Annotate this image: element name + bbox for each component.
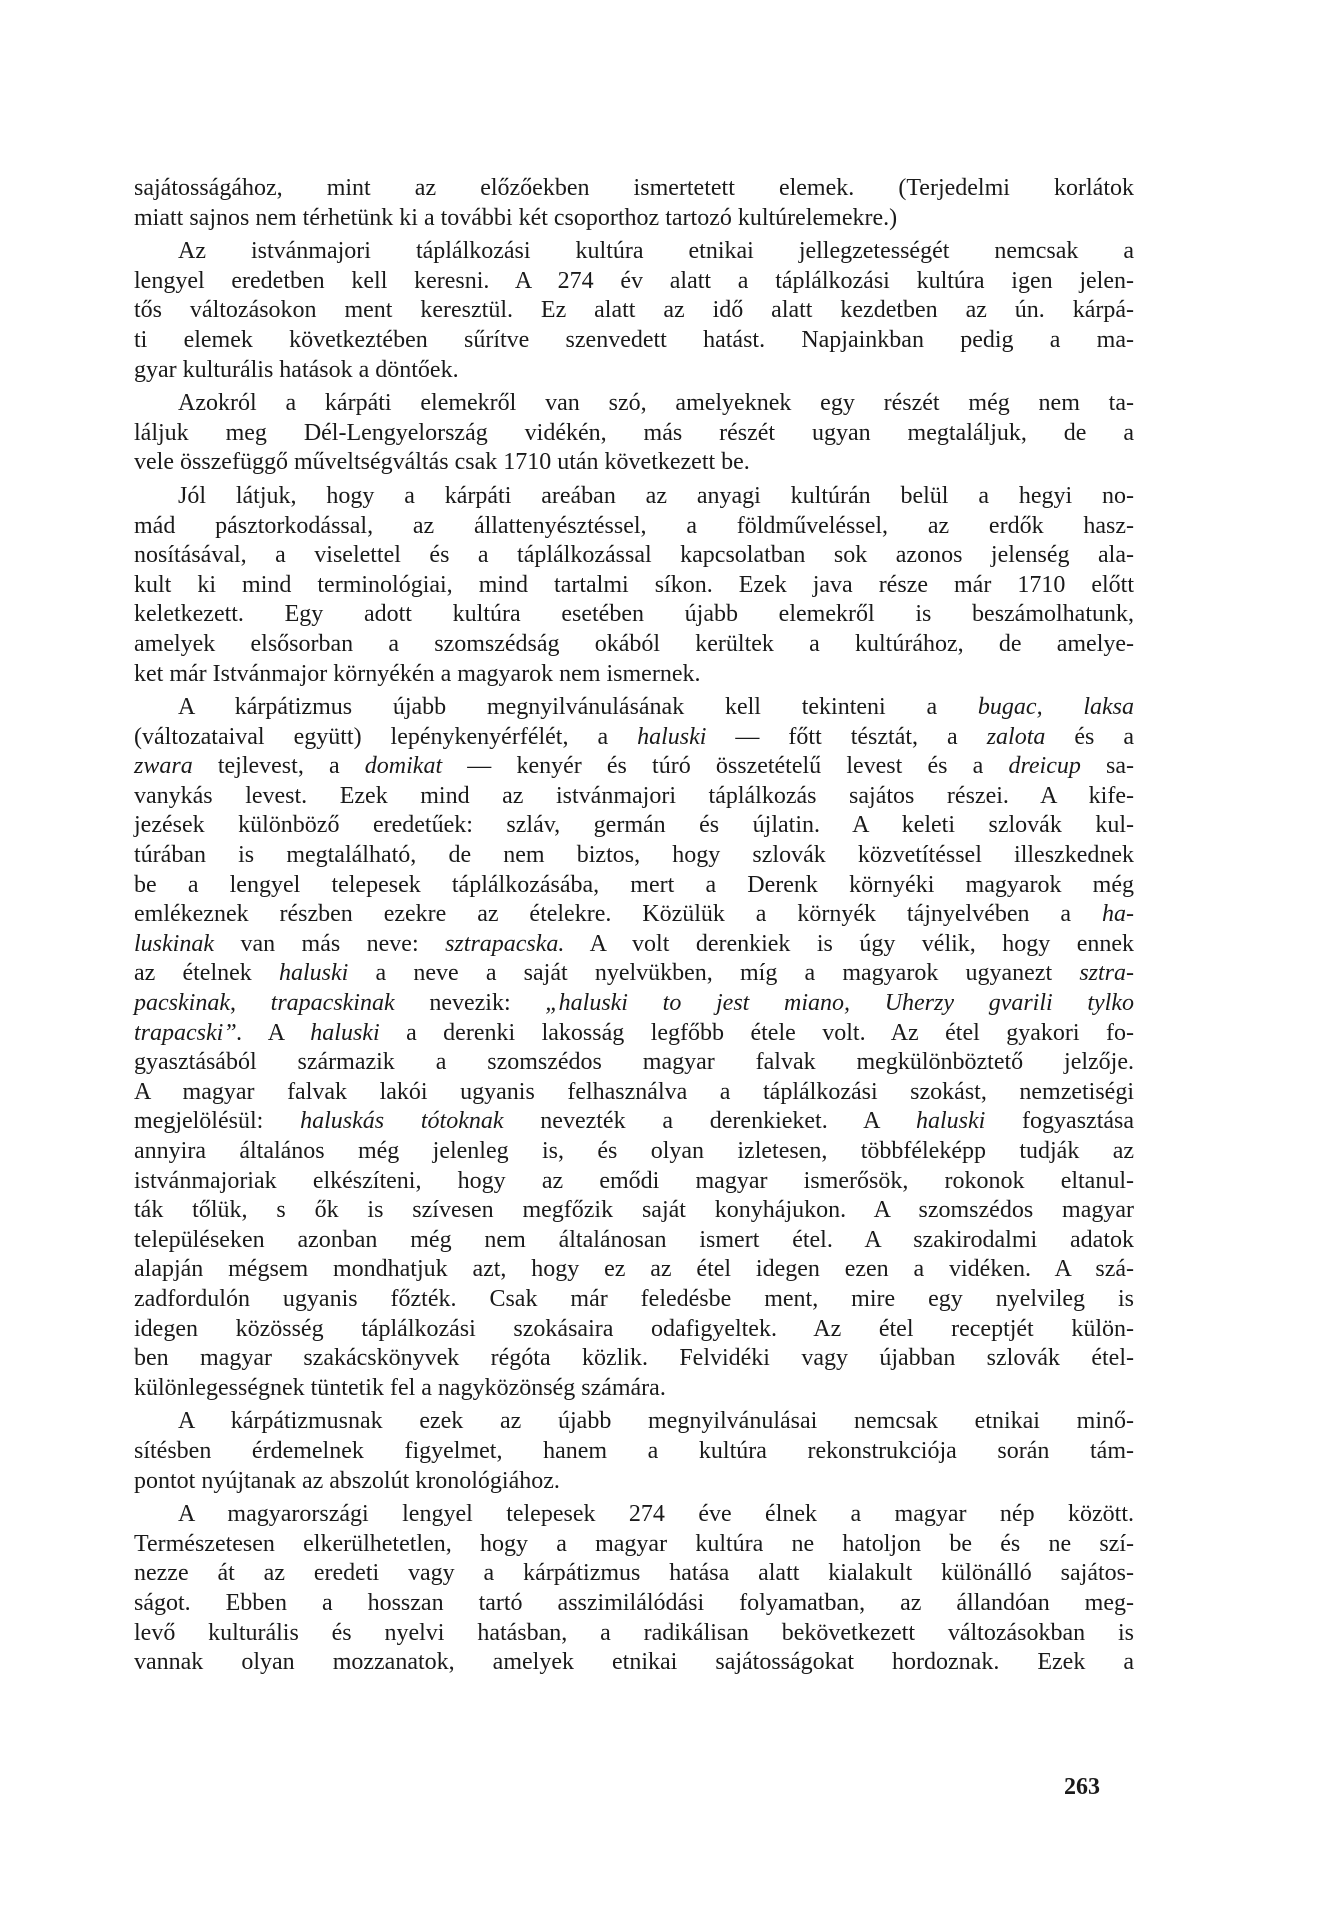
text-line: A kárpátizmus újabb megnyilvánulásának kell tekinteni a bugac, laksa [178,694,1135,721]
text-line: vannak olyan mozzanatok, amelyek etnikai sajátosságokat hordoznak. Ezek a [134,1649,1134,1676]
text-line: emlékeznek részben ezekre az ételekre. Közülük a környék tájnyelvében a ha- [134,901,1134,928]
text-line: megjelölésül: haluskás tótoknak nevezték a derenkieket. A haluski fogyasztása [134,1108,1135,1135]
text-line: jezések különböző eredetűek: szláv, germán és újlatin. A keleti szlovák kul- [134,812,1134,839]
text-line: nezze át az eredeti vagy a kárpátizmus hatása alatt kialakult különálló sajátos- [134,1560,1134,1587]
text-line: kult ki mind terminológiai, mind tartalmi síkon. Ezek java része már 1710 előtt [134,571,1134,598]
text-line: trapacski”. A haluski a derenki lakosság legfőbb étele volt. Az étel gyakori fo- [134,1019,1135,1046]
text-line: A magyar falvak lakói ugyanis felhasználva a táplálkozási szokást, nemzetiségi [134,1078,1134,1105]
text-line: Azokról a kárpáti elemekről van szó, amelyeknek egy részét még nem ta- [178,390,1134,417]
text-line: ságot. Ebben a hosszan tartó asszimilálódási folyamatban, az állandóan meg- [134,1589,1134,1616]
text-line: amelyek elsősorban a szomszédság okából kerültek a kultúrához, de amelye- [134,630,1134,657]
text-line: annyira általános még jelenleg is, és olyan izletesen, többféleképp tudják az [134,1138,1134,1164]
page-number: 263 [1064,1774,1100,1800]
text-line: istvánmajoriak elkészíteni, hogy az emődi magyar ismerősök, rokonok eltanul- [134,1167,1134,1194]
text-line: tős változásokon ment keresztül. Ez alatt az idő alatt kezdetben az ún. kárpá- [134,297,1134,324]
text-line: az ételnek haluski a neve a saját nyelvükben, míg a magyarok ugyanezt sztra- [134,960,1135,987]
text-line: miatt sajnos nem térhetünk ki a további két csoporthoz tartozó kultúrelemekre.) [134,204,898,231]
paragraph [134,1500,1134,1678]
text-line: Jól látjuk, hogy a kárpáti areában az anyagi kultúrán belül a hegyi no- [178,482,1134,509]
text-line: Az istvánmajori táplálkozási kultúra etnikai jellegzetességét nemcsak a [178,238,1134,265]
text-line: sajátosságához, mint az előzőekben ismertetett elemek. (Terjedelmi korlátok [134,175,1134,201]
text-line: idegen közösség táplálkozási szokásaira odafigyeltek. Az étel receptjét külön- [134,1315,1134,1342]
text-line: A kárpátizmusnak ezek az újabb megnyilvánulásai nemcsak etnikai minő- [178,1408,1134,1435]
text-line: ket már Istvánmajor környékén a magyarok nem ismernek. [134,660,701,687]
text-line: pontot nyújtanak az abszolút kronológiához. [134,1467,560,1494]
text-line: vanykás levest. Ezek mind az istvánmajori táplálkozás sajátos részei. A kife- [134,782,1134,809]
text-line: luskinak van más neve: sztrapacska. A volt derenkiek is úgy vélik, hogy ennek [134,930,1134,957]
text-line: különlegességnek tüntetik fel a nagyközönség számára. [134,1374,666,1401]
text-line: (változataival együtt) lepénykenyérfélét, a haluski — főtt tésztát, a zalota és a [134,723,1135,750]
text-line: ták tőlük, s ők is szívesen megfőzik saját konyhájukon. A szomszédos magyar [134,1197,1134,1224]
text-line: pacskinak, trapacskinak nevezik: „haluski to jest miano, Uherzy gvarili tylko [134,990,1135,1017]
text-line: lengyel eredetben kell keresni. A 274 év alatt a táplálkozási kultúra igen jelen- [134,267,1134,294]
page-body [134,174,1134,1678]
text-line: túrában is megtalálható, de nem biztos, hogy szlovák közvetítéssel illeszkednek [134,842,1134,869]
paragraph [134,693,1134,1403]
text-line: településeken azonban még nem általánosan ismert étel. A szakirodalmi adatok [134,1226,1134,1253]
text-line: ti elemek következtében sűrítve szenvedett hatást. Napjainkban pedig a ma- [134,326,1134,353]
text-line: láljuk meg Dél-Lengyelország vidékén, más részét ugyan megtaláljuk, de a [134,419,1134,446]
text-line: mád pásztorkodással, az állattenyésztéssel, a földműveléssel, az erdők hasz- [134,512,1134,539]
paragraph [134,1407,1134,1496]
paragraph [134,482,1134,689]
text-line: gyasztásából származik a szomszédos magyar falvak megkülönböztető jelzője. [134,1049,1134,1076]
text-line: vele összefüggő műveltségváltás csak 1710 után következett be. [134,449,750,476]
text-line: zadfordulón ugyanis főzték. Csak már feledésbe ment, mire egy nyelvileg is [134,1285,1134,1312]
text-line: Természetesen elkerülhetetlen, hogy a magyar kultúra ne hatoljon be és ne szí- [134,1530,1134,1557]
text-line: levő kulturális és nyelvi hatásban, a radikálisan bekövetkezett változásokban is [134,1619,1134,1646]
text-line: alapján mégsem mondhatjuk azt, hogy ez az étel idegen ezen a vidéken. A szá- [134,1256,1134,1283]
text-line: A magyarországi lengyel telepesek 274 éve élnek a magyar nép között. [178,1501,1134,1528]
text-line: be a lengyel telepesek táplálkozásába, mert a Derenk környéki magyarok még [134,871,1134,898]
text-line: zwara tejlevest, a domikat — kenyér és túró összetételű levest és a dreicup sa- [134,753,1135,780]
paragraph [134,237,1134,385]
paragraph [134,389,1134,478]
text-line: keletkezett. Egy adott kultúra esetében újabb elemekről is beszámolhatunk, [134,601,1134,628]
paragraph [134,174,1134,233]
text-line: nosításával, a viselettel és a táplálkozással kapcsolatban sok azonos jelenség ala- [134,542,1134,569]
text-line: gyar kulturális hatások a döntőek. [134,356,459,383]
text-line: ben magyar szakácskönyvek régóta közlik. Felvidéki vagy újabban szlovák étel- [134,1345,1134,1372]
text-line: sítésben érdemelnek figyelmet, hanem a kultúra rekonstrukciója során tám- [134,1437,1134,1464]
